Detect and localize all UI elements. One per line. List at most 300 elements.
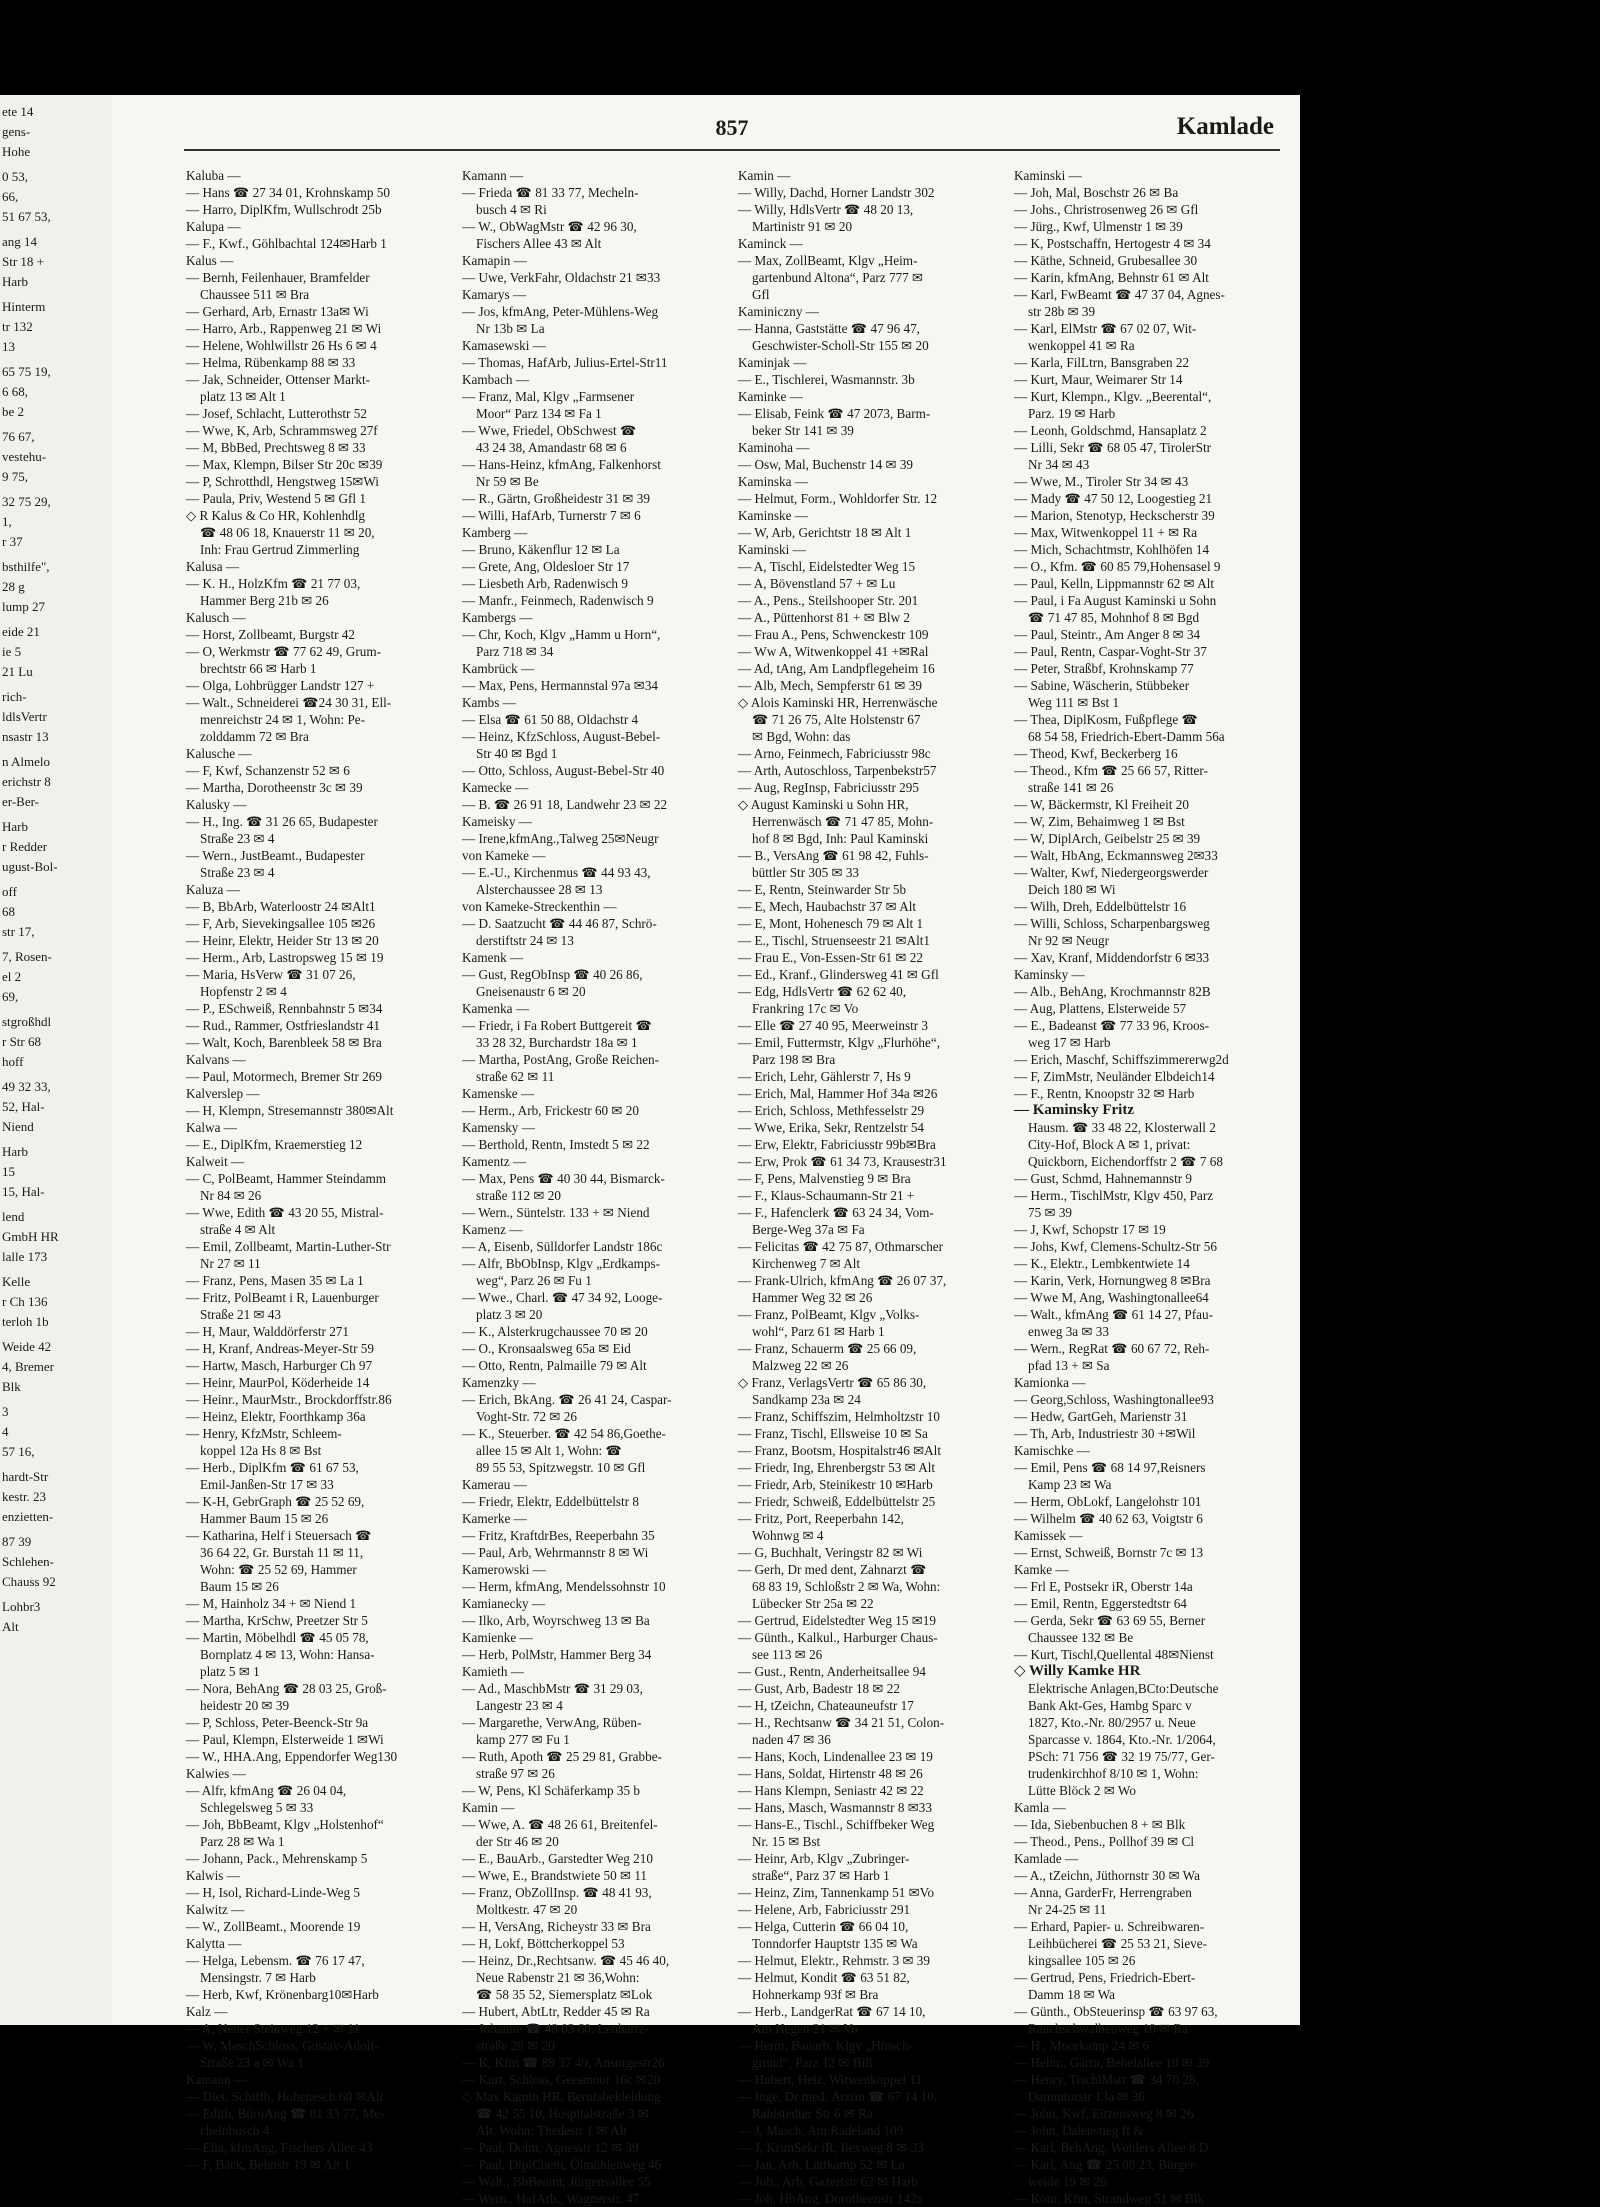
directory-entry: — J, Kwf, Schopstr 17 ✉ 19 [1014,1222,1166,1237]
previous-page-text: 15 [2,1164,15,1179]
entry-continuation: Nr 27 ✉ 11 [200,1256,261,1271]
page-header [184,109,1280,151]
directory-entry: — H, VersAng, Richeystr 33 ✉ Bra [462,1919,651,1934]
directory-entry: — Josef, Schlacht, Lutterothstr 52 [186,406,367,421]
surname-heading: Kalus — [186,253,234,268]
previous-page-text: 65 75 19, [2,364,51,379]
previous-page-text: Blk [2,1379,21,1394]
entry-continuation: Nr 59 ✉ Be [476,474,539,489]
previous-page-text: stgroßhdl [2,1014,52,1029]
directory-entry: — Erw, Prok ☎ 61 34 73, Krausestr31 [738,1154,947,1169]
directory-entry: — Max, Klempn, Bilser Str 20c ✉39 [186,457,383,472]
entry-continuation: 68 83 19, Schloßstr 2 ✉ Wa, Wohn: [752,1579,941,1594]
entry-continuation: enweg 3a ✉ 33 [1028,1324,1109,1339]
previous-page-text: 51 67 53, [2,209,51,224]
previous-page-text: Chauss 92 [2,1574,56,1589]
column-3 [738,167,1002,2207]
directory-entry: — E, Mont, Hohenesch 79 ✉ Alt 1 [738,916,924,931]
directory-entry: — Paul, Motormech, Bremer Str 269 [186,1069,382,1084]
directory-entry: — Helmut, Elektr., Rehmstr. 3 ✉ 39 [738,1953,930,1968]
directory-entry: — Alfr, kfmAng ☎ 26 04 04, [186,1783,347,1798]
directory-entry: — Erhard, Papier- u. Schreibwaren- [1014,1919,1205,1934]
directory-entry: — Joh., Arb, Gazertstr 62 ✉ Harb [738,2174,918,2189]
directory-entry: — Arth, Autoschloss, Tarpenbekstr57 [738,763,937,778]
column-1 [186,167,450,2207]
directory-entry: ◇ R Kalus & Co HR, Kohlenhdlg [186,508,366,523]
previous-page-text: Weide 42 [2,1339,52,1354]
directory-entry: — Friedr, i Fa Robert Buttgereit ☎ [462,1018,652,1033]
directory-entry: — B, BbArb, Waterloostr 24 ✉Alt1 [186,899,376,914]
directory-entry: — Paul, DiplChem, Ölmühlenweg 46 [462,2157,662,2172]
directory-entry: — Helma, Rübenkamp 88 ✉ 33 [186,355,356,370]
surname-heading: Kaminski — [738,542,806,557]
surname-heading: Kamischke — [1014,1443,1090,1458]
surname-heading: Kaminjak — [738,355,807,370]
directory-entry: — Gertrud, Eidelstedter Weg 15 ✉19 [738,1613,936,1628]
entry-continuation: Rauchschwalbenweg 10 ✉ Ra [1028,2021,1189,2036]
entry-continuation: wohl“, Parz 61 ✉ Harb 1 [752,1324,885,1339]
surname-heading: Kaminck — [738,236,803,251]
directory-entry: — Theod, Kwf, Beckerberg 16 [1014,746,1178,761]
directory-entry: — Willi, HafArb, Turnerstr 7 ✉ 6 [462,508,641,523]
directory-entry: — Wwe, Edith ☎ 43 20 55, Mistral- [186,1205,384,1220]
directory-columns [186,167,1278,2206]
directory-entry: — Willy, HdlsVertr ☎ 48 20 13, [738,202,914,217]
surname-heading: Kamlade — [1014,1851,1079,1866]
previous-page-text: 1, [2,514,12,529]
directory-entry: — Frieda ☎ 81 33 77, Mecheln- [462,185,639,200]
directory-entry: — Chr, Koch, Klgv „Hamm u Horn“, [462,627,661,642]
entry-continuation: Herrenwäsch ☎ 71 47 85, Mohn- [752,814,934,829]
directory-entry: — W, Zim, Behaimweg 1 ✉ Bst [1014,814,1185,829]
previous-page-text: ldlsVertr [2,709,47,724]
surname-heading: Kamentz — [462,1154,527,1169]
previous-page-text: eide 21 [2,624,40,639]
directory-entry: — Theod., Kfm ☎ 25 66 57, Ritter- [1014,763,1208,778]
entry-continuation: Parz 718 ✉ 34 [476,644,554,659]
entry-continuation: Inh: Frau Gertrud Zimmerling [200,542,360,557]
directory-entry: — Jos, kfmAng, Peter-Mühlens-Weg [462,304,659,319]
directory-entry: — H, Kranf, Andreas-Meyer-Str 59 [186,1341,374,1356]
directory-entry: — Frank-Ulrich, kfmAng ☎ 26 07 37, [738,1273,947,1288]
entry-continuation: Baum 15 ✉ 26 [200,1579,279,1594]
previous-page-text: 4 [2,1424,9,1439]
entry-continuation: Hopfenstr 2 ✉ 4 [200,984,287,999]
surname-heading: Kambs — [462,695,516,710]
directory-entry: — A., Pens., Steilshooper Str. 201 [738,593,919,608]
previous-page-text: hoff [2,1054,24,1069]
directory-entry: — Karin, kfmAng, Behnstr 61 ✉ Alt [1014,270,1209,285]
directory-entry: — Max, ZollBeamt, Klgv „Heim- [738,253,918,268]
directory-entry: — Martha, Dorotheenstr 3c ✉ 39 [186,780,363,795]
directory-entry: — Erich, Mal, Hammer Hof 34a ✉26 [738,1086,938,1101]
directory-entry: — R., Gärtn, Großheidestr 31 ✉ 39 [462,491,650,506]
directory-entry: — Wwe, Erika, Sekr, Rentzelstr 54 [738,1120,925,1135]
directory-entry: — Alfr, BbObInsp, Klgv „Erdkamps- [462,1256,660,1271]
surname-heading: Kamin — [738,168,791,183]
directory-entry: — Gust, Schmd, Hahnemannstr 9 [1014,1171,1193,1186]
entry-continuation: kamp 277 ✉ Fu 1 [476,1732,570,1747]
directory-entry: — Ella, kfmAng, Fischers Allee 43 [186,2140,373,2155]
entry-continuation: straße 4 ✉ Alt [200,1222,276,1237]
entry-continuation: 33 28 32, Burchardstr 18a ✉ 1 [476,1035,638,1050]
directory-entry: — W, Pens, Kl Schäferkamp 35 b [462,1783,641,1798]
entry-continuation: Nr 13b ✉ La [476,321,545,336]
entry-continuation: heidestr 20 ✉ 39 [200,1698,290,1713]
entry-continuation: wenkoppel 41 ✉ Ra [1028,338,1135,353]
entry-continuation: Rahlstedter Str 6 ✉ Ra [752,2106,873,2121]
entry-continuation: chelnbusch 4 [200,2123,270,2138]
directory-entry: — Elle ☎ 27 40 95, Meerweinstr 3 [738,1018,929,1033]
previous-page-text: Harb [2,1144,28,1159]
directory-entry: — K. H., HolzKfm ☎ 21 77 03, [186,576,361,591]
entry-continuation: 68 54 58, Friedrich-Ebert-Damm 56a [1028,729,1225,744]
surname-heading: Kamerau — [462,1477,527,1492]
directory-entry: — Inge, Dr med, Ärztin ☎ 67 14 10, [738,2089,938,2104]
previous-page-text: Kelle [2,1274,31,1289]
entry-continuation: PSch: 71 756 ☎ 32 19 75/77, Ger- [1028,1749,1215,1764]
previous-page-text: ugust-Bol- [2,859,58,874]
directory-entry: — Thomas, HafArb, Julius-Ertel-Str11 [462,355,668,370]
entry-continuation: Nr 84 ✉ 26 [200,1188,262,1203]
previous-page-text: vestehu- [2,449,47,464]
previous-page-text: Harb [2,819,28,834]
directory-entry: — H, Lokf, Böttcherkoppel 53 [462,1936,625,1951]
directory-entry: — Helga, Cutterin ☎ 66 04 10, [738,1919,909,1934]
directory-entry: — Herb, Kwf, Krönenbarg10✉Harb [186,1987,379,2002]
directory-entry: — K., Alsterkrugchaussee 70 ✉ 20 [462,1324,648,1339]
entry-continuation: Alsterchaussee 28 ✉ 13 [476,882,603,897]
previous-page-text: n Almelo [2,754,51,769]
surname-heading: Kaminski — [1014,168,1082,183]
entry-continuation: Elektrische Anlagen,BCto:Deutsche [1028,1681,1219,1696]
directory-entry: — Gertrud, Pens, Friedrich-Ebert- [1014,1970,1196,1985]
directory-entry: — Günth., Kalkul., Harburger Chaus- [738,1630,938,1645]
entry-continuation: Nr 24-25 ✉ 11 [1028,1902,1107,1917]
directory-entry: — Paul, Kelln, Lippmannstr 62 ✉ Alt [1014,576,1215,591]
directory-entry: ◇ August Kaminski u Sohn HR, [738,797,909,812]
directory-entry: — Hans ☎ 27 34 01, Krohnskamp 50 [186,185,390,200]
previous-page-text: 28 g [2,579,25,594]
surname-heading: Kaminska — [738,474,808,489]
surname-heading: Kamasewski — [462,338,546,353]
directory-entry: — E., Badeanst ☎ 77 33 96, Kroos- [1014,1018,1210,1033]
entry-continuation: Str 40 ✉ Bgd 1 [476,746,558,761]
entry-continuation: Kamp 23 ✉ Wa [1028,1477,1112,1492]
directory-entry: — Bernh, Feilenhauer, Bramfelder [186,270,370,285]
directory-entry: — Wilh, Dreh, Eddelbüttelstr 16 [1014,899,1187,914]
surname-heading: von Kameke-Streckenthin — [462,899,617,914]
directory-entry: — F, ZimMstr, Neuländer Elbdeich14 [1014,1069,1215,1084]
directory-entry: — Wwe., Charl. ☎ 47 34 92, Looge- [462,1290,663,1305]
directory-entry: — Manfr., Feinmech, Radenwisch 9 [462,593,654,608]
previous-page-text: 4, Bremer [2,1359,54,1374]
directory-entry: — D. Saatzucht ☎ 44 46 87, Schrö- [462,916,657,931]
previous-page-text: 6 68, [2,384,28,399]
directory-entry: — Lilli, Sekr ☎ 68 05 47, TirolerStr [1014,440,1212,455]
directory-entry: — Max, Witwenkoppel 11 + ✉ Ra [1014,525,1198,540]
directory-entry: — John, Kwf, Eitzensweg 8 ✉ 26 [1014,2106,1194,2121]
directory-entry: — Hubert, AbtLtr, Redder 45 ✉ Ra [462,2004,650,2019]
entry-continuation: Leihbücherei ☎ 25 53 21, Sieve- [1028,1936,1208,1951]
directory-entry: — Hartw, Masch, Harburger Ch 97 [186,1358,373,1373]
entry-continuation: weg 17 ✉ Harb [1028,1035,1111,1050]
directory-entry: — Max, Pens, Hermannstal 97a ✉34 [462,678,659,693]
previous-page-text: Alt [2,1619,19,1634]
directory-entry: — Thea, DiplKosm, Fußpflege ☎ [1014,712,1198,727]
previous-page-text: 66, [2,189,19,204]
column-4 [1014,167,1278,2207]
directory-entry: — Erich, Lehr, Gählerstr 7, Hs 9 [738,1069,911,1084]
surname-heading: Kamke — [1014,1562,1069,1577]
surname-heading: Kaminke — [738,389,803,404]
directory-entry: — F., Klaus-Schaumann-Str 21 + [738,1188,915,1203]
previous-page-fragment [0,95,113,2025]
entry-continuation: Bornplatz 4 ✉ 13, Wohn: Hansa- [200,1647,375,1662]
entry-continuation: Wohn: ☎ 25 52 69, Hammer [200,1562,357,1577]
entry-continuation: Berge-Weg 37a ✉ Fa [752,1222,865,1237]
directory-entry: — Osw, Mal, Buchenstr 14 ✉ 39 [738,457,914,472]
directory-entry: — Martin, Möbelhdl ☎ 45 05 78, [186,1630,369,1645]
entry-continuation: Straße 23 ✉ 4 [200,831,275,846]
entry-continuation: Parz 198 ✉ Bra [752,1052,836,1067]
surname-heading: Kamenske — [462,1086,535,1101]
directory-entry: — A, Neuer Steinweg 12 + ✉ 11 [186,2021,361,2036]
entry-continuation: Alt, Wohn: Thedestr 1 ✉ Alt [476,2123,627,2138]
directory-entry: — Herm, Bauarb, Klgv „Hinsch- [738,2038,914,2053]
directory-entry: — Herm, ObLokf, Langelohstr 101 [1014,1494,1202,1509]
entry-continuation: Straße 23 a ✉ Wa 1 [200,2055,304,2070]
directory-entry: — Bruno, Käkenflur 12 ✉ La [462,542,620,557]
directory-entry: — W., HHA.Ang, Eppendorfer Weg130 [186,1749,398,1764]
directory-entry: — F, Pens, Malvenstieg 9 ✉ Bra [738,1171,911,1186]
directory-entry: — Sabine, Wäscherin, Stübbeker [1014,678,1190,693]
surname-heading: Kamieth — [462,1664,524,1679]
directory-entry: — Paul, Dolm, Agnesstr 12 ✉ 39 [462,2140,639,2155]
directory-entry: — P., ESchweiß, Rennbahnstr 5 ✉34 [186,1001,383,1016]
directory-entry: ◇ Willy Kamke HR [1014,1663,1141,1679]
directory-entry: — C, PolBeamt, Hammer Steindamm [186,1171,386,1186]
directory-entry: — Friedr, Ing, Ehrenbergstr 53 ✉ Alt [738,1460,936,1475]
directory-entry: ◇ Alois Kaminski HR, Herrenwäsche [738,695,938,710]
directory-entry: — A., tZeichn, Jüthornstr 30 ✉ Wa [1014,1868,1200,1883]
previous-page-text: be 2 [2,404,25,419]
entry-continuation: Am Hegen 21 ✉ Vo [752,2021,858,2036]
directory-entry: — Emil, Rentn, Eggerstedtstr 64 [1014,1596,1187,1611]
previous-page-text: gens- [2,124,31,139]
entry-continuation: Straße 21 ✉ 43 [200,1307,282,1322]
directory-entry: — Franz, Schauerm ☎ 25 66 09, [738,1341,917,1356]
directory-entry: — Horst, Zollbeamt, Burgstr 42 [186,627,355,642]
previous-page-text: 68 [2,904,15,919]
directory-entry: — E.-U., Kirchenmus ☎ 44 93 43, [462,865,651,880]
directory-entry: — Herm., Arb, Frickestr 60 ✉ 20 [462,1103,639,1118]
entry-continuation: ✉ Bgd, Wohn: das [752,729,851,744]
directory-entry: — Emil, Pens ☎ 68 14 97,Reisners [1014,1460,1206,1475]
directory-entry: — Herb, PolMstr, Hammer Berg 34 [462,1647,652,1662]
entry-continuation: zolddamm 72 ✉ Bra [200,729,309,744]
directory-entry: — Franz, Schiffszim, Helmholtzstr 10 [738,1409,940,1424]
entry-continuation: Kirchenweg 7 ✉ Alt [752,1256,861,1271]
previous-page-text: lump 27 [2,599,45,614]
surname-heading: Kambergs — [462,610,533,625]
directory-entry: — Paul, Klempn, Elsterweide 1 ✉Wi [186,1732,384,1747]
entry-continuation: Nr 92 ✉ Neugr [1028,933,1109,948]
surname-heading: Kamissek — [1014,1528,1083,1543]
entry-continuation: Sparcasse v. 1864, Kto.-Nr. 1/2064, [1028,1732,1216,1747]
entry-continuation: Mensingstr. 7 ✉ Harb [200,1970,316,1985]
previous-page-text: GmbH HR [2,1229,59,1244]
directory-entry: — E., Tischl, Struenseestr 21 ✉Alt1 [738,933,931,948]
entry-continuation: trudenkirchhof 8/10 ✉ 1, Wohn: [1028,1766,1199,1781]
entry-continuation: Bank Akt-Ges, Hambg Sparc v [1028,1698,1192,1713]
directory-entry: — Katharina, Helf i Steuersach ☎ [186,1528,372,1543]
directory-entry: — Jan, Arb, Lüttkamp 52 ✉ Lu [738,2157,906,2172]
surname-heading: Kamin — [462,1800,515,1815]
directory-entry: — Frau E., Von-Essen-Str 61 ✉ 22 [738,950,923,965]
directory-entry: — F, Kwf, Schanzenstr 52 ✉ 6 [186,763,350,778]
surname-heading: Kamenka — [462,1001,530,1016]
entry-continuation: naden 47 ✉ 36 [752,1732,831,1747]
page-number: 857 [715,115,749,140]
directory-entry: — Wwe, M., Tiroler Str 34 ✉ 43 [1014,474,1189,489]
directory-entry: — Helmut, Kondit ☎ 63 51 82, [738,1970,910,1985]
entry-continuation: Moor“ Parz 134 ✉ Fa 1 [476,406,602,421]
surname-heading: Kaluba — [186,168,241,183]
directory-entry: — Ida, Siebenbuchen 8 + ✉ Blk [1014,1817,1186,1832]
directory-entry: — B., VersAng ☎ 61 98 42, Fuhls- [738,848,929,863]
directory-entry: — Frau A., Pens, Schwenckestr 109 [738,627,929,642]
entry-continuation: weg“, Parz 26 ✉ Fu 1 [476,1273,592,1288]
directory-entry: — Heinr, Elektr, Heider Str 13 ✉ 20 [186,933,379,948]
surname-heading: Kalvans — [186,1052,246,1067]
directory-entry: — Edg, HdlsVertr ☎ 62 62 40, [738,984,907,999]
directory-entry: ◇ Max Kamin HR, Berufsbekleidung [462,2089,661,2104]
entry-continuation: Neue Rabenstr 21 ✉ 36,Wohn: [476,1970,640,1985]
directory-entry: — Alb., BehAng, Krochmannstr 82B [1014,984,1211,999]
entry-continuation: weide 19 ✉ 26 [1028,2174,1107,2189]
directory-entry: — Wern., HafArb., Wagnerstr. 47 [462,2191,640,2206]
directory-entry: — H., Rechtsanw ☎ 34 21 51, Colon- [738,1715,945,1730]
previous-page-text: Harb [2,274,28,289]
directory-entry: — Elisab, Feink ☎ 47 2073, Barm- [738,406,931,421]
column-2 [462,167,726,2207]
previous-page-text: 49 32 33, [2,1079,51,1094]
surname-heading: Kalusch — [186,610,246,625]
previous-page-text: 13 [2,339,15,354]
directory-entry: — Johs., Christrosenweg 26 ✉ Gfl [1014,202,1199,217]
surname-heading: Kalwis — [186,1868,240,1883]
directory-entry: — H, Isol, Richard-Linde-Weg 5 [186,1885,360,1900]
entry-continuation: derstiftstr 24 ✉ 13 [476,933,574,948]
previous-page-text: enzietten- [2,1509,54,1524]
entry-continuation: koppel 12a Hs 8 ✉ Bst [200,1443,322,1458]
directory-entry: — Hans, Koch, Lindenallee 23 ✉ 19 [738,1749,933,1764]
directory-entry: — Wern., RegRat ☎ 60 67 72, Reh- [1014,1341,1210,1356]
directory-entry: — Aug, RegInsp, Fabriciusstr 295 [738,780,919,795]
entry-continuation: der Str 46 ✉ 20 [476,1834,559,1849]
entry-continuation: hof 8 ✉ Bgd, Inh: Paul Kaminski [752,831,929,846]
surname-heading: Kalz — [186,2004,228,2019]
directory-entry: — Herb., DiplKfm ☎ 61 67 53, [186,1460,359,1475]
directory-entry: — Walt., BbBeamt, Jürgensallee 55 [462,2174,651,2189]
directory-entry: — Kaminsky Fritz [1014,1102,1134,1118]
directory-entry: — Joh, Mal, Boschstr 26 ✉ Ba [1014,185,1179,200]
running-head: Kamlade [1176,113,1274,140]
entry-continuation: straße 112 ✉ 20 [476,1188,561,1203]
directory-entry: — H, Maur, Walddörferstr 271 [186,1324,349,1339]
surname-heading: Kamienke — [462,1630,533,1645]
directory-entry: — Berthold, Rentn, Imstedt 5 ✉ 22 [462,1137,650,1152]
directory-entry: — Wwe, A. ☎ 48 26 61, Breitenfel- [462,1817,658,1832]
entry-continuation: Geschwister-Scholl-Str 155 ✉ 20 [752,338,929,353]
directory-entry: — Olga, Lohbrügger Landstr 127 + [186,678,375,693]
entry-continuation: ☎ 42 55 10, Hospitalstraße 3 ✉ [476,2106,649,2121]
directory-entry: — Gerhard, Arb, Ernastr 13a✉ Wi [186,304,369,319]
directory-entry: — Helmut, Form., Wohldorfer Str. 12 [738,491,938,506]
directory-entry: — Martha, KrSchw, Preetzer Str 5 [186,1613,368,1628]
directory-entry: — Harro, Arb., Rappenweg 21 ✉ Wi [186,321,382,336]
surname-heading: Kalweit — [186,1154,245,1169]
directory-entry: — Georg,Schloss, Washingtonallee93 [1014,1392,1214,1407]
previous-page-text: 69, [2,989,19,1004]
directory-entry: — Karl, ElMstr ☎ 67 02 07, Wit- [1014,321,1197,336]
entry-continuation: Voght-Str. 72 ✉ 26 [476,1409,577,1424]
directory-entry: — Heinr., MaurMstr., Brockdorffstr.86 [186,1392,392,1407]
previous-page-text: kestr. 23 [2,1489,47,1504]
previous-page-text: Hinterm [2,299,46,314]
directory-entry: — W, DiplArch, Geibelstr 25 ✉ 39 [1014,831,1201,846]
entry-continuation: ☎ 58 35 52, Siemersplatz ✉Lok [476,1987,653,2002]
entry-continuation: Straße 23 ✉ 4 [200,865,275,880]
entry-continuation: Malzweg 22 ✉ 26 [752,1358,849,1373]
directory-entry: — P, Schloss, Peter-Beenck-Str 9a [186,1715,369,1730]
entry-continuation: Nr 34 ✉ 43 [1028,457,1090,472]
directory-entry: — Walter, Kwf, Niedergeorgswerder [1014,865,1209,880]
directory-entry: — Franz, Bootsm, Hospitalstr46 ✉Alt [738,1443,941,1458]
surname-heading: Kaluza — [186,882,240,897]
directory-entry: — Arno, Feinmech, Fabriciusstr 98c [738,746,931,761]
entry-continuation: platz 3 ✉ 20 [476,1307,543,1322]
directory-entry: — Paul, Arb, Wehrmannstr 8 ✉ Wi [462,1545,649,1560]
directory-entry: — Hans, Soldat, Hirtenstr 48 ✉ 26 [738,1766,923,1781]
directory-entry: — Hans-Heinz, kfmAng, Falkenhorst [462,457,661,472]
directory-entry: ◇ Franz, VerlagsVertr ☎ 65 86 30, [738,1375,927,1390]
directory-entry: — Harro, DiplKfm, Wullschrodt 25b [186,202,382,217]
previous-page-text: rich- [2,689,27,704]
directory-entry: — Th, Arb, Industriestr 30 +✉Wil [1014,1426,1196,1441]
entry-continuation: kingsallee 105 ✉ 26 [1028,1953,1136,1968]
directory-entry: — Mady ☎ 47 50 12, Loogestieg 21 [1014,491,1213,506]
directory-entry: — Jürg., Kwf, Ulmenstr 1 ✉ 39 [1014,219,1183,234]
directory-entry: — Kurt, Tischl,Quellental 48✉Nienst [1014,1647,1214,1662]
directory-entry: — Walt., kfmAng ☎ 61 14 27, Pfau- [1014,1307,1213,1322]
previous-page-text: Lohbr3 [2,1599,41,1614]
entry-continuation: Gfl [752,287,770,302]
entry-continuation: ☎ 71 47 85, Mohnhof 8 ✉ Bgd [1028,610,1200,625]
directory-entry: — Günth., ObSteuerinsp ☎ 63 97 63, [1014,2004,1218,2019]
directory-entry: — Emil, Zollbeamt, Martin-Luther-Str [186,1239,391,1254]
entry-continuation: büttler Str 305 ✉ 33 [752,865,860,880]
surname-heading: Kamerowski — [462,1562,546,1577]
directory-entry: — Margarethe, VerwAng, Rüben- [462,1715,642,1730]
entry-continuation: Dammtorstr 13a ✉ 36 [1028,2089,1145,2104]
previous-page-text: terloh 1b [2,1314,49,1329]
directory-entry: — Wwe M, Ang, Washingtonallee64 [1014,1290,1209,1305]
previous-page-text: off [2,884,17,899]
entry-continuation: ☎ 71 26 75, Alte Holstenstr 67 [752,712,921,727]
directory-entry: — Paula, Priv, Westend 5 ✉ Gfl 1 [186,491,366,506]
